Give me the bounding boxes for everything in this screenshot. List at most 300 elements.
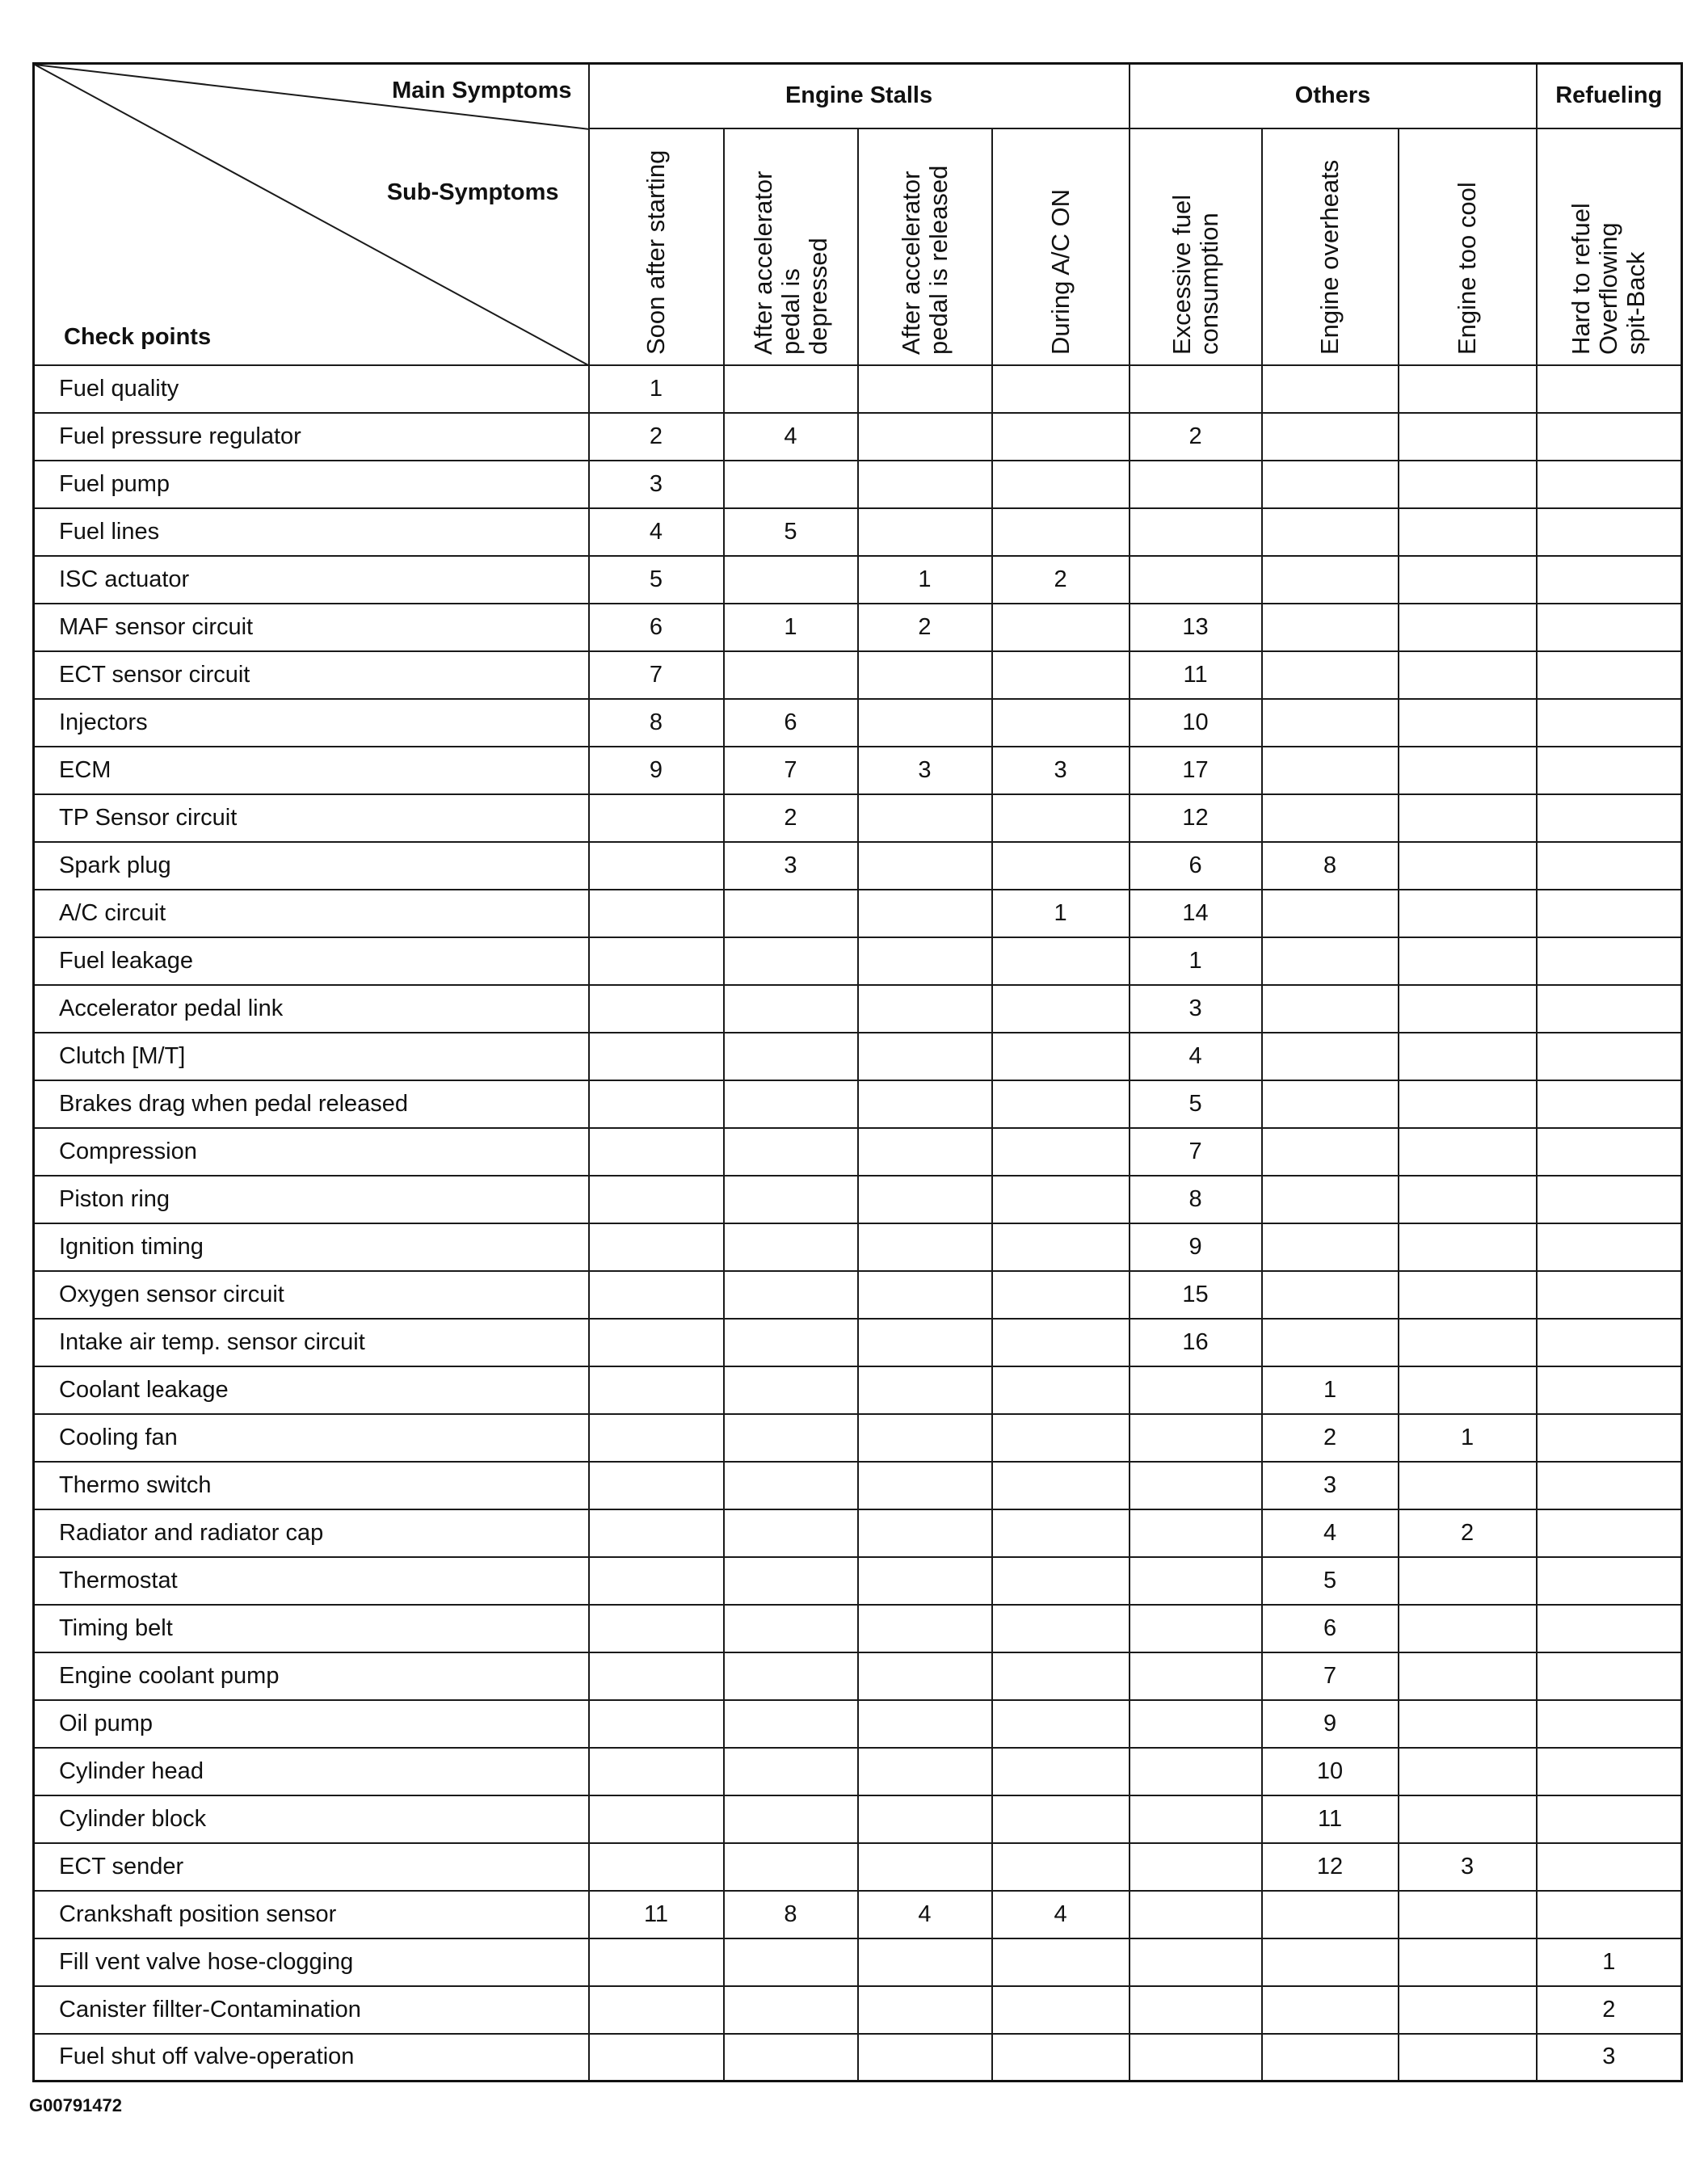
priority-cell xyxy=(1262,985,1399,1033)
priority-cell: 5 xyxy=(1130,1080,1262,1128)
table-row xyxy=(34,1700,1682,1748)
priority-cell: 3 xyxy=(1399,1843,1537,1891)
priority-cell xyxy=(1130,508,1262,556)
check-point-label: Engine coolant pump xyxy=(34,1652,589,1700)
priority-cell xyxy=(1399,747,1537,794)
priority-cell: 5 xyxy=(1262,1557,1399,1605)
priority-cell xyxy=(1537,604,1682,651)
priority-cell: 4 xyxy=(589,508,724,556)
priority-cell xyxy=(724,2034,858,2082)
priority-cell xyxy=(1537,1033,1682,1080)
priority-cell xyxy=(589,1700,724,1748)
priority-cell xyxy=(589,985,724,1033)
priority-cell xyxy=(724,1509,858,1557)
priority-cell xyxy=(1399,1605,1537,1652)
priority-cell: 2 xyxy=(724,794,858,842)
priority-cell xyxy=(1130,1938,1262,1986)
sub-symptom-label xyxy=(1047,188,1075,354)
sub-symptom-line: consumption xyxy=(1194,212,1223,355)
priority-cell: 6 xyxy=(1130,842,1262,890)
priority-cell: 8 xyxy=(1130,1176,1262,1223)
priority-cell xyxy=(992,413,1130,461)
priority-cell xyxy=(1399,1319,1537,1366)
priority-cell xyxy=(724,1414,858,1462)
priority-cell xyxy=(1537,1557,1682,1605)
priority-cell xyxy=(1537,1080,1682,1128)
priority-cell xyxy=(1262,1271,1399,1319)
check-point-label: Piston ring xyxy=(34,1176,589,1223)
priority-cell xyxy=(858,1938,992,1986)
priority-cell xyxy=(1399,1223,1537,1271)
priority-cell: 6 xyxy=(724,699,858,747)
header-corner-cell xyxy=(34,64,589,365)
priority-cell xyxy=(1399,413,1537,461)
priority-cell xyxy=(1399,699,1537,747)
sub-symptom-label xyxy=(1168,194,1223,354)
check-point-label: Cylinder block xyxy=(34,1795,589,1843)
priority-cell xyxy=(1537,461,1682,508)
priority-cell xyxy=(992,937,1130,985)
priority-cell xyxy=(1399,651,1537,699)
priority-cell xyxy=(724,1652,858,1700)
symptom-table xyxy=(32,62,1683,2082)
priority-cell xyxy=(858,1319,992,1366)
priority-cell xyxy=(858,365,992,413)
priority-cell xyxy=(1130,1748,1262,1795)
priority-cell: 1 xyxy=(858,556,992,604)
corner-diagonal-lines xyxy=(35,65,589,365)
priority-cell xyxy=(589,1271,724,1319)
priority-cell xyxy=(858,1128,992,1176)
priority-cell xyxy=(1537,1223,1682,1271)
sub-symptom-line: pedal is xyxy=(776,267,805,355)
priority-cell xyxy=(858,1748,992,1795)
priority-cell xyxy=(992,1080,1130,1128)
priority-cell: 3 xyxy=(1537,2034,1682,2082)
priority-cell xyxy=(992,1319,1130,1366)
priority-cell xyxy=(992,985,1130,1033)
priority-cell xyxy=(1262,1080,1399,1128)
table-row xyxy=(34,365,1682,413)
priority-cell xyxy=(589,842,724,890)
table-row xyxy=(34,699,1682,747)
table-row xyxy=(34,1128,1682,1176)
priority-cell xyxy=(1537,1795,1682,1843)
priority-cell: 4 xyxy=(724,413,858,461)
priority-cell xyxy=(589,794,724,842)
table-row xyxy=(34,1176,1682,1223)
priority-cell: 3 xyxy=(1130,985,1262,1033)
priority-cell xyxy=(858,1223,992,1271)
priority-cell: 4 xyxy=(1130,1033,1262,1080)
priority-cell xyxy=(858,985,992,1033)
priority-cell xyxy=(1399,1271,1537,1319)
priority-cell xyxy=(992,651,1130,699)
check-point-label: Cooling fan xyxy=(34,1414,589,1462)
group-engine-stalls: Engine Stalls xyxy=(589,64,1130,128)
priority-cell xyxy=(1130,1891,1262,1938)
check-point-label: Ignition timing xyxy=(34,1223,589,1271)
check-point-label: MAF sensor circuit xyxy=(34,604,589,651)
priority-cell xyxy=(724,890,858,937)
priority-cell: 3 xyxy=(589,461,724,508)
priority-cell xyxy=(724,1557,858,1605)
check-point-label: Injectors xyxy=(34,699,589,747)
priority-cell xyxy=(1262,604,1399,651)
priority-cell: 9 xyxy=(1262,1700,1399,1748)
priority-cell xyxy=(858,890,992,937)
priority-cell xyxy=(858,1986,992,2034)
table-row xyxy=(34,651,1682,699)
sub-symptom-header-8 xyxy=(1537,128,1682,365)
priority-cell xyxy=(992,508,1130,556)
priority-cell xyxy=(858,1795,992,1843)
sub-symptom-line: Excessive fuel xyxy=(1167,194,1196,355)
priority-cell xyxy=(589,1652,724,1700)
table-row xyxy=(34,1605,1682,1652)
priority-cell xyxy=(858,1271,992,1319)
check-point-label: Fuel lines xyxy=(34,508,589,556)
priority-cell xyxy=(992,1986,1130,2034)
priority-cell xyxy=(724,1271,858,1319)
sub-symptom-line: pedal is released xyxy=(923,165,953,355)
table-row xyxy=(34,604,1682,651)
priority-cell xyxy=(992,1366,1130,1414)
priority-cell xyxy=(858,1509,992,1557)
check-point-label: Fuel pressure regulator xyxy=(34,413,589,461)
check-point-label: A/C circuit xyxy=(34,890,589,937)
priority-cell xyxy=(992,1843,1130,1891)
priority-cell xyxy=(1537,1414,1682,1462)
priority-cell: 2 xyxy=(858,604,992,651)
priority-cell xyxy=(1399,937,1537,985)
priority-cell xyxy=(1537,508,1682,556)
priority-cell xyxy=(1130,1366,1262,1414)
priority-cell xyxy=(1537,794,1682,842)
sub-symptom-header-6 xyxy=(1262,128,1399,365)
document-code: G00791472 xyxy=(29,2095,122,2115)
priority-cell: 9 xyxy=(589,747,724,794)
sub-symptom-label xyxy=(642,149,670,354)
priority-cell xyxy=(858,508,992,556)
priority-cell xyxy=(1537,747,1682,794)
sub-symptom-line: Hard to refuel xyxy=(1567,202,1596,355)
priority-cell xyxy=(858,842,992,890)
priority-cell xyxy=(1262,1891,1399,1938)
priority-cell: 10 xyxy=(1130,699,1262,747)
priority-cell xyxy=(1130,1795,1262,1843)
priority-cell xyxy=(1262,651,1399,699)
priority-cell xyxy=(992,1938,1130,1986)
table-row xyxy=(34,413,1682,461)
priority-cell xyxy=(858,1557,992,1605)
priority-cell xyxy=(1399,1891,1537,1938)
priority-cell xyxy=(1130,556,1262,604)
check-point-label: Fuel shut off valve-operation xyxy=(34,2034,589,2082)
priority-cell xyxy=(1399,1462,1537,1509)
priority-cell: 1 xyxy=(1399,1414,1537,1462)
priority-cell xyxy=(1262,890,1399,937)
priority-cell: 11 xyxy=(1262,1795,1399,1843)
priority-cell xyxy=(1262,508,1399,556)
priority-cell xyxy=(589,1033,724,1080)
table-row xyxy=(34,1414,1682,1462)
priority-cell: 13 xyxy=(1130,604,1262,651)
priority-cell xyxy=(589,1414,724,1462)
priority-cell xyxy=(589,1557,724,1605)
priority-cell: 4 xyxy=(992,1891,1130,1938)
priority-cell xyxy=(1262,461,1399,508)
priority-cell xyxy=(858,1843,992,1891)
table-row xyxy=(34,1223,1682,1271)
check-point-label: Accelerator pedal link xyxy=(34,985,589,1033)
sub-symptoms-label: Sub-Symptoms xyxy=(386,179,559,205)
priority-cell xyxy=(1130,365,1262,413)
sub-symptom-label xyxy=(1567,203,1650,355)
priority-cell xyxy=(1130,1843,1262,1891)
priority-cell xyxy=(724,937,858,985)
priority-cell: 16 xyxy=(1130,1319,1262,1366)
check-point-label: Canister fillter-Contamination xyxy=(34,1986,589,2034)
table-row xyxy=(34,1080,1682,1128)
priority-cell xyxy=(724,1986,858,2034)
table-row xyxy=(34,1795,1682,1843)
priority-cell xyxy=(992,1462,1130,1509)
priority-cell xyxy=(724,1843,858,1891)
check-point-label: Thermostat xyxy=(34,1557,589,1605)
priority-cell xyxy=(992,1128,1130,1176)
priority-cell xyxy=(1537,985,1682,1033)
priority-cell xyxy=(589,890,724,937)
priority-cell xyxy=(589,1605,724,1652)
sub-symptom-line: After accelerator xyxy=(748,170,777,355)
priority-cell xyxy=(1537,699,1682,747)
priority-cell xyxy=(724,1700,858,1748)
priority-cell: 5 xyxy=(589,556,724,604)
priority-cell xyxy=(1262,1176,1399,1223)
priority-cell xyxy=(992,1414,1130,1462)
priority-cell: 1 xyxy=(1130,937,1262,985)
priority-cell xyxy=(589,1462,724,1509)
priority-cell xyxy=(1399,1748,1537,1795)
priority-cell xyxy=(1262,937,1399,985)
sub-symptom-label xyxy=(898,165,953,354)
table-row xyxy=(34,556,1682,604)
priority-cell: 8 xyxy=(1262,842,1399,890)
priority-cell xyxy=(1399,842,1537,890)
priority-cell xyxy=(1262,365,1399,413)
priority-cell xyxy=(1399,1700,1537,1748)
table-row xyxy=(34,1652,1682,1700)
sub-symptom-header-7 xyxy=(1399,128,1537,365)
check-point-label: Thermo switch xyxy=(34,1462,589,1509)
check-point-label: Brakes drag when pedal released xyxy=(34,1080,589,1128)
priority-cell xyxy=(1130,1462,1262,1509)
priority-cell: 7 xyxy=(589,651,724,699)
sub-symptom-label xyxy=(750,170,832,354)
priority-cell: 8 xyxy=(589,699,724,747)
priority-cell xyxy=(858,1033,992,1080)
priority-cell xyxy=(1262,1319,1399,1366)
priority-cell: 12 xyxy=(1130,794,1262,842)
priority-cell xyxy=(992,1176,1130,1223)
table-row xyxy=(34,461,1682,508)
priority-cell xyxy=(1130,1509,1262,1557)
priority-cell xyxy=(1399,2034,1537,2082)
priority-cell xyxy=(992,1748,1130,1795)
table-row xyxy=(34,794,1682,842)
priority-cell xyxy=(589,1366,724,1414)
priority-cell: 6 xyxy=(589,604,724,651)
priority-cell xyxy=(1537,1271,1682,1319)
table-row xyxy=(34,1891,1682,1938)
check-point-label: Coolant leakage xyxy=(34,1366,589,1414)
table-row xyxy=(34,1271,1682,1319)
priority-cell xyxy=(724,1605,858,1652)
priority-cell xyxy=(589,2034,724,2082)
priority-cell: 11 xyxy=(1130,651,1262,699)
check-point-label: ISC actuator xyxy=(34,556,589,604)
priority-cell xyxy=(1537,842,1682,890)
priority-cell xyxy=(1399,1080,1537,1128)
sub-symptom-header-2 xyxy=(724,128,858,365)
priority-cell xyxy=(724,1176,858,1223)
priority-cell xyxy=(1537,556,1682,604)
priority-cell xyxy=(1399,794,1537,842)
sub-symptom-line: Overflowing xyxy=(1594,221,1623,355)
check-point-label: Crankshaft position sensor xyxy=(34,1891,589,1938)
table-row xyxy=(34,1462,1682,1509)
priority-cell xyxy=(1262,2034,1399,2082)
priority-cell: 3 xyxy=(1262,1462,1399,1509)
priority-cell xyxy=(1537,1176,1682,1223)
check-point-label: Intake air temp. sensor circuit xyxy=(34,1319,589,1366)
priority-cell: 7 xyxy=(1130,1128,1262,1176)
priority-cell xyxy=(1399,890,1537,937)
priority-cell: 2 xyxy=(992,556,1130,604)
priority-cell xyxy=(992,365,1130,413)
priority-cell: 1 xyxy=(589,365,724,413)
priority-cell xyxy=(589,1128,724,1176)
sub-symptom-header-1 xyxy=(589,128,724,365)
check-point-label: Oxygen sensor circuit xyxy=(34,1271,589,1319)
priority-cell xyxy=(589,1986,724,2034)
priority-cell xyxy=(589,1176,724,1223)
priority-cell xyxy=(858,937,992,985)
table-row xyxy=(34,1748,1682,1795)
priority-cell xyxy=(589,1938,724,1986)
priority-cell: 7 xyxy=(724,747,858,794)
priority-cell xyxy=(724,556,858,604)
priority-cell xyxy=(724,985,858,1033)
table-row xyxy=(34,747,1682,794)
priority-cell xyxy=(1262,699,1399,747)
priority-cell xyxy=(1537,1128,1682,1176)
priority-cell xyxy=(1262,556,1399,604)
check-point-label: Fuel quality xyxy=(34,365,589,413)
sub-symptom-line: depressed xyxy=(803,237,832,355)
check-point-label: Compression xyxy=(34,1128,589,1176)
priority-cell: 2 xyxy=(1262,1414,1399,1462)
priority-cell xyxy=(858,1700,992,1748)
priority-cell xyxy=(589,1319,724,1366)
priority-cell xyxy=(1537,413,1682,461)
priority-cell xyxy=(1399,556,1537,604)
sub-symptom-label xyxy=(1316,159,1344,354)
table-row xyxy=(34,890,1682,937)
priority-cell: 6 xyxy=(1262,1605,1399,1652)
priority-cell xyxy=(858,1652,992,1700)
table-row xyxy=(34,1319,1682,1366)
priority-cell xyxy=(1399,461,1537,508)
table-row xyxy=(34,937,1682,985)
priority-cell xyxy=(992,1557,1130,1605)
priority-cell xyxy=(724,1462,858,1509)
check-points-label: Check points xyxy=(64,324,212,350)
table-row xyxy=(34,508,1682,556)
main-symptoms-row xyxy=(34,64,1682,128)
priority-cell xyxy=(1130,461,1262,508)
priority-cell: 8 xyxy=(724,1891,858,1938)
priority-cell: 2 xyxy=(1537,1986,1682,2034)
priority-cell xyxy=(1399,1557,1537,1605)
priority-cell xyxy=(589,1080,724,1128)
priority-cell xyxy=(1262,1128,1399,1176)
priority-cell: 5 xyxy=(724,508,858,556)
priority-cell xyxy=(992,1605,1130,1652)
priority-cell xyxy=(992,1223,1130,1271)
group-others: Others xyxy=(1130,64,1537,128)
priority-cell xyxy=(1537,890,1682,937)
priority-cell xyxy=(992,794,1130,842)
check-point-label: ECT sender xyxy=(34,1843,589,1891)
priority-cell xyxy=(1537,1652,1682,1700)
priority-cell xyxy=(1262,1033,1399,1080)
priority-cell xyxy=(992,699,1130,747)
priority-cell xyxy=(992,1271,1130,1319)
table-row xyxy=(34,1843,1682,1891)
priority-cell xyxy=(1130,2034,1262,2082)
priority-cell xyxy=(724,1080,858,1128)
priority-cell xyxy=(858,1462,992,1509)
priority-cell xyxy=(858,699,992,747)
check-point-label: TP Sensor circuit xyxy=(34,794,589,842)
priority-cell: 1 xyxy=(1262,1366,1399,1414)
table-row xyxy=(34,1986,1682,2034)
priority-cell xyxy=(1537,365,1682,413)
priority-cell xyxy=(724,651,858,699)
priority-cell xyxy=(724,1938,858,1986)
priority-cell xyxy=(1262,1986,1399,2034)
sub-symptom-line: During A/C ON xyxy=(1045,188,1075,355)
priority-cell xyxy=(858,1176,992,1223)
priority-cell xyxy=(1399,1176,1537,1223)
priority-cell xyxy=(858,461,992,508)
table-row xyxy=(34,1366,1682,1414)
priority-cell: 11 xyxy=(589,1891,724,1938)
priority-cell: 4 xyxy=(1262,1509,1399,1557)
sub-symptom-header-5 xyxy=(1130,128,1262,365)
priority-cell xyxy=(1130,1652,1262,1700)
sub-symptom-line: Engine overheats xyxy=(1315,159,1344,355)
priority-cell xyxy=(858,794,992,842)
priority-cell xyxy=(1130,1986,1262,2034)
priority-cell: 3 xyxy=(992,747,1130,794)
priority-cell xyxy=(992,1509,1130,1557)
priority-cell xyxy=(858,651,992,699)
table-row xyxy=(34,1509,1682,1557)
priority-cell xyxy=(858,1366,992,1414)
